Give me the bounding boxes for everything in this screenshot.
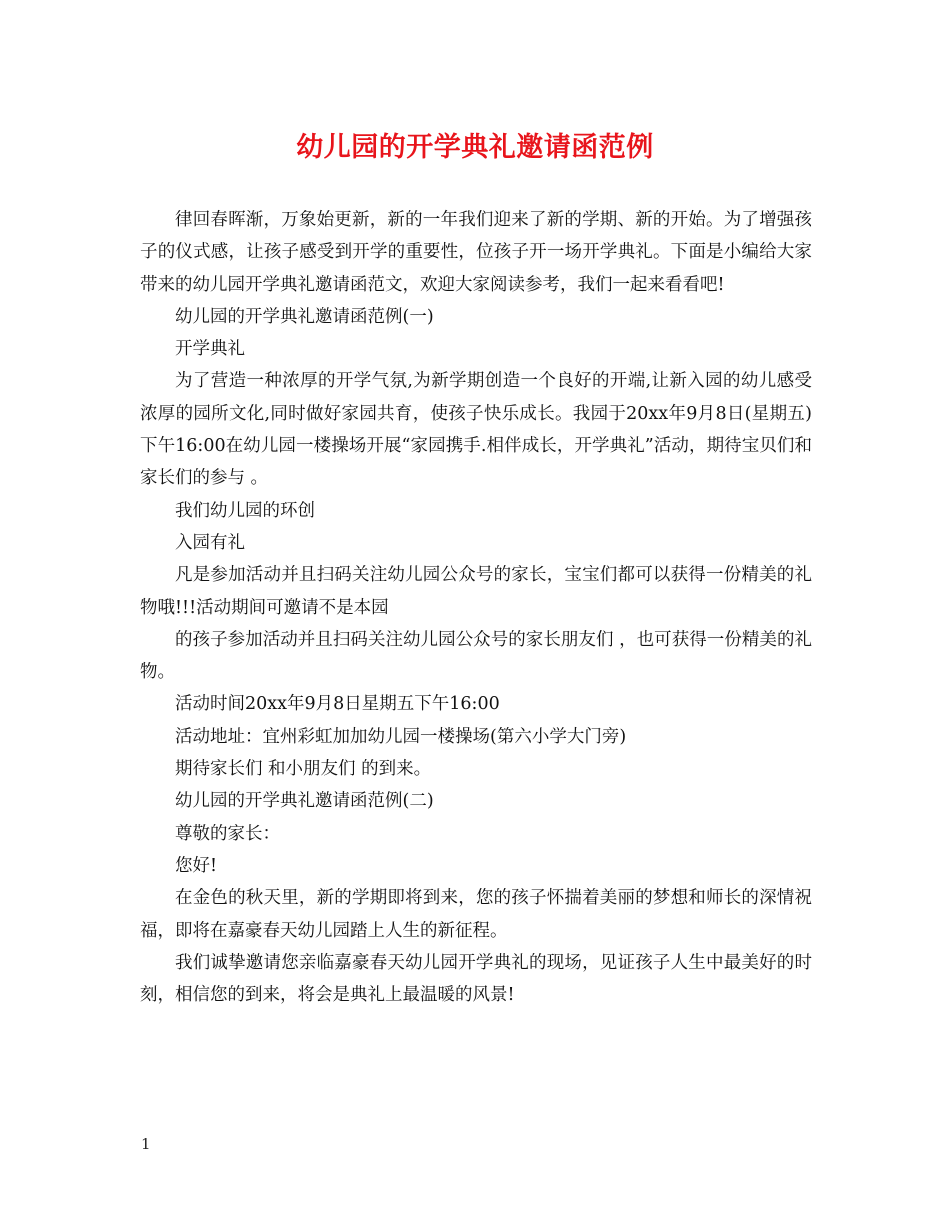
paragraph-autumn: 在金色的秋天里，新的学期即将到来，您的孩子怀揣着美丽的梦想和师长的深情祝福，即将在嘉豪春天幼儿园踏上人生的新征程。 bbox=[140, 888, 812, 941]
paragraph-gift-details: 凡是参加活动并且扫码关注幼儿园公众号的家长，宝宝们都可以获得一份精美的礼物哦!!!活动期间可邀请不是本园 bbox=[140, 565, 812, 618]
page-number: 1 bbox=[141, 1135, 151, 1153]
paragraph-invitation: 我们诚挚邀请您亲临嘉豪春天幼儿园开学典礼的现场，见证孩子人生中最美好的时刻，相信您的到来，将会是典礼上最温暖的风景! bbox=[140, 952, 812, 1006]
paragraph-gift-heading: 入园有礼 bbox=[175, 532, 245, 553]
paragraph-opening-ceremony: 开学典礼 bbox=[175, 339, 245, 360]
paragraph-event-description: 为了营造一种浓厚的开学气氛,为新学期创造一个良好的开端,让新入园的幼儿感受浓厚的园所文化,同时做好家园共育，使孩子快乐成长。我园于20xx年9月8日(星期五)下午16:00在幼儿园一楼操场开展“家园携手.相伴成长，开学典礼”活动，期待宝贝们和家长们的参与 。 bbox=[140, 371, 812, 489]
paragraph-intro: 律回春晖渐，万象始更新，新的一年我们迎来了新的学期、新的开始。为了增强孩子的仪式感，让孩子感受到开学的重要性，位孩子开一场开学典礼。下面是小编给大家带来的幼儿园开学典礼邀请函范文，欢迎大家阅读参考，我们一起来看看吧! bbox=[140, 210, 812, 295]
paragraph-gift-details-continued: 的孩子参加活动并且扫码关注幼儿园公众号的家长朋友们 ，也可获得一份精美的礼物。 bbox=[140, 629, 812, 683]
document-body bbox=[140, 204, 812, 1011]
paragraph-environment: 我们幼儿园的环创 bbox=[175, 500, 315, 521]
paragraph-section-heading-2: 幼儿园的开学典礼邀请函范例(二) bbox=[175, 791, 434, 812]
paragraph-event-address: 活动地址：宜州彩虹加加幼儿园一楼操场(第六小学大门旁) bbox=[175, 726, 627, 747]
paragraph-greeting: 您好! bbox=[175, 855, 218, 876]
document-title: 幼儿园的开学典礼邀请函范例 bbox=[296, 132, 654, 163]
paragraph-event-time: 活动时间20xx年9月8日星期五下午16:00 bbox=[175, 694, 500, 715]
paragraph-expectation: 期待家长们 和小朋友们 的到来。 bbox=[175, 759, 432, 780]
paragraph-salutation: 尊敬的家长： bbox=[175, 823, 280, 844]
paragraph-section-heading-1: 幼儿园的开学典礼邀请函范例(一) bbox=[175, 306, 434, 327]
